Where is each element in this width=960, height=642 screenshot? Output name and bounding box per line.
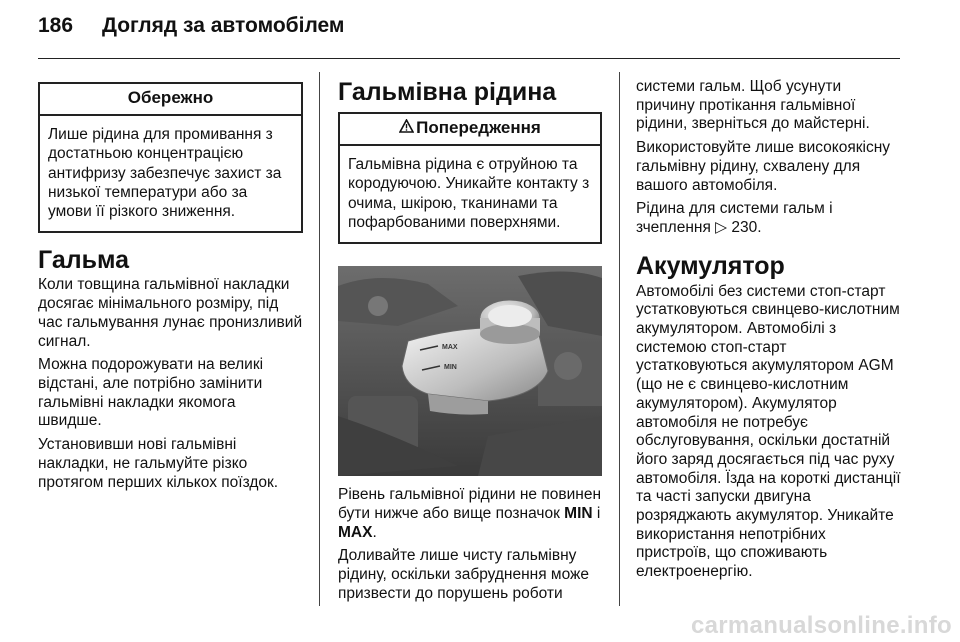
brakes-text xyxy=(38,276,303,492)
caution-title: Обережно xyxy=(40,84,301,116)
brake-fluid-heading: Гальмівна рідина xyxy=(338,78,557,106)
warning-box xyxy=(338,112,602,244)
paragraph: системи гальм. Щоб усунути причину протікання гальмівної рідини, зверніться до майстерні. xyxy=(636,78,870,133)
page-ref-arrow-icon: ▷ xyxy=(715,218,728,236)
paragraph: Можна подорожувати на великі відстані, але потрібно замінити гальмівні накладки якомога швидше. xyxy=(38,356,264,430)
chapter-title: Догляд за автомобілем xyxy=(102,14,345,37)
paragraph: Установивши нові гальмівні накладки, не гальмуйте різко протягом перших кількох поїздок. xyxy=(38,436,279,491)
cross-reference: Рідина для системи гальм і зчеплення ▷ 230. xyxy=(636,200,833,236)
warning-title: Попередження xyxy=(416,118,541,137)
brakes-heading: Гальма xyxy=(38,246,130,275)
page-header xyxy=(38,14,344,38)
column-3 xyxy=(636,78,902,582)
battery-heading: Акумулятор xyxy=(636,251,785,280)
battery-text: Автомобілі без системи стоп-старт устатковуються свинцево-кислотним акумулятором. Автомобілі з системою стоп-старт устатковуються акумулятором AGM (що не є свинцево-кислотним акумулятором). Акумулятор автомобіля не потребує обслуговування, оскільки достатній його заряд досягається під час руху автомобіля. Їзда на короткі дистанції та часті запуски двигуна розряджають акумулятор. Уникайте використання непотрібних пристроїв, що споживають електроенергію. xyxy=(636,282,901,581)
caution-text: Лише рідина для промивання з достатньою концентрацією антифризу забезпечує захист за низької температури або за умови її різкого зниження. xyxy=(48,126,282,221)
brake-fluid-reservoir-image xyxy=(338,266,602,476)
max-label: MAX xyxy=(338,523,373,541)
paragraph: Використовуйте лише високоякісну гальмівну рідину, схвалену для вашого автомобіля. xyxy=(636,139,891,194)
header-divider xyxy=(38,58,900,59)
min-mark-label: MIN xyxy=(444,364,457,372)
warning-text: Гальмівна рідина є отруйною та кородуючою. Уникайте контакту з очима, шкірою, тканинами та пофарбованими поверхнями. xyxy=(348,156,590,231)
paragraph: Коли товщина гальмівної накладки досягає мінімального розміру, під час гальмування лунає пронизливий сигнал. xyxy=(38,276,303,350)
warning-triangle-icon xyxy=(399,118,414,138)
watermark: carmanualsonline.info xyxy=(690,612,952,639)
warning-title-row xyxy=(340,114,600,146)
column-divider-2 xyxy=(619,72,620,606)
column-2-text xyxy=(338,486,602,603)
column-2 xyxy=(338,78,602,603)
column-1 xyxy=(38,82,303,492)
page-number: 186 xyxy=(38,14,74,37)
column-divider-1 xyxy=(319,72,320,606)
paragraph: Доливайте лише чисту гальмівну рідину, оскільки забруднення може призвести до порушень роботи xyxy=(338,547,590,602)
max-mark-label: MAX xyxy=(442,344,458,352)
page-ref: 230. xyxy=(727,218,762,236)
min-label: MIN xyxy=(564,504,593,522)
caution-box xyxy=(38,82,303,233)
fluid-level-paragraph: Рівень гальмівної рідини не повинен бути нижче або вище позначок MIN і MAX. xyxy=(338,486,602,541)
